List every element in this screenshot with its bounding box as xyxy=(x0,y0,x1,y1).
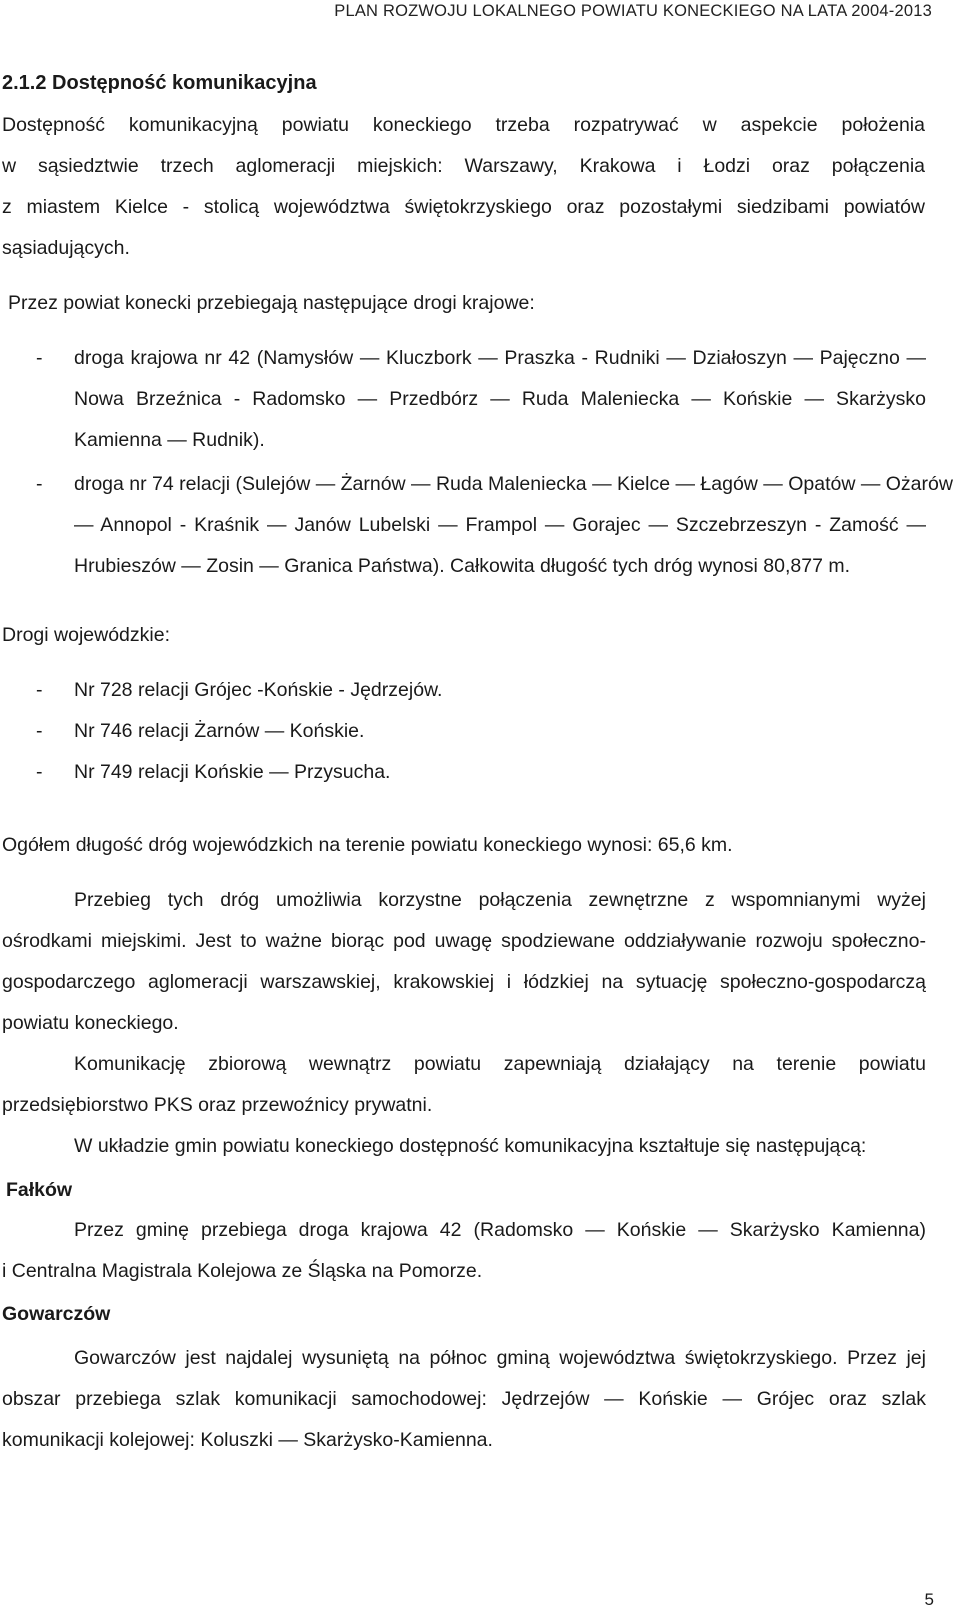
intro-line: sąsiadujących. xyxy=(2,237,130,259)
road-line: Nr 728 relacji Grójec -Końskie - Jędrzejów. xyxy=(74,679,443,701)
intro-line: z miastem Kielce - stolicą województwa świętokrzyskiego oraz pozostałymi siedzibami powiatów xyxy=(2,196,925,218)
paragraph-line: komunikacji kolejowej: Koluszki — Skarżysko-Kamienna. xyxy=(2,1429,493,1451)
paragraph-line: Przez gminę przebiega droga krajowa 42 (Radomsko — Końskie — Skarżysko Kamienna) xyxy=(74,1219,926,1241)
list-dash: - xyxy=(36,473,43,495)
national-roads-intro: Przez powiat konecki przebiegają następujące drogi krajowe: xyxy=(8,292,535,314)
list-dash: - xyxy=(36,679,43,701)
paragraph-line: przedsiębiorstwo PKS oraz przewoźnicy prywatni. xyxy=(2,1094,433,1116)
intro-line: Dostępność komunikacyjną powiatu koneckiego trzeba rozpatrywać w aspekcie położenia xyxy=(2,114,925,136)
gmina-heading-falkow: Fałków xyxy=(6,1179,73,1201)
road-line: Hrubieszów — Zosin — Granica Państwa). Całkowita długość tych dróg wynosi 80,877 m. xyxy=(74,555,850,577)
paragraph-line: Gowarczów jest najdalej wysuniętą na północ gminą województwa świętokrzyskiego. Przez jej xyxy=(74,1347,926,1369)
road-line: Nowa Brzeźnica - Radomsko — Przedbórz — Ruda Maleniecka — Końskie — Skarżysko xyxy=(74,388,926,410)
list-dash: - xyxy=(36,347,43,369)
paragraph-line: Komunikację zbiorową wewnątrz powiatu zapewniają działający na terenie powiatu xyxy=(74,1053,926,1075)
total-length-text: Ogółem długość dróg wojewódzkich na terenie powiatu koneckiego wynosi: 65,6 km. xyxy=(2,834,733,856)
paragraph-line: Przebieg tych dróg umożliwia korzystne połączenia zewnętrzne z wspomnianymi wyżej xyxy=(74,889,926,911)
gmina-heading-gowarczow: Gowarczów xyxy=(2,1303,111,1325)
section-heading: 2.1.2 Dostępność komunikacyjna xyxy=(2,72,317,94)
list-dash: - xyxy=(36,761,43,783)
paragraph-line: i Centralna Magistrala Kolejowa ze Śląska na Pomorze. xyxy=(2,1260,483,1282)
road-line: — Annopol - Kraśnik — Janów Lubelski — Frampol — Gorajec — Szczebrzeszyn - Zamość — xyxy=(74,514,926,536)
paragraph-line: ośrodkami miejskimi. Jest to ważne biorąc pod uwagę spodziewane oddziaływanie rozwoju społeczno- xyxy=(2,930,926,952)
gminy-intro: W układzie gmin powiatu koneckiego dostępność komunikacyjna kształtuje się następującą: xyxy=(74,1135,867,1157)
road-line: Nr 746 relacji Żarnów — Końskie. xyxy=(74,720,365,742)
intro-line: w sąsiedztwie trzech aglomeracji miejskich: Warszawy, Krakowa i Łodzi oraz połączenia xyxy=(2,155,925,177)
road-line: Kamienna — Rudnik). xyxy=(74,429,265,451)
paragraph-line: gospodarczego aglomeracji warszawskiej, krakowskiej i łódzkiej na sytuację społeczno-gospodarczą xyxy=(2,971,926,993)
list-dash: - xyxy=(36,720,43,742)
road-line: droga nr 74 relacji (Sulejów — Żarnów — Ruda Maleniecka — Kielce — Łagów — Opatów — Ożarów xyxy=(74,473,953,495)
road-line: droga krajowa nr 42 (Namysłów — Kluczbork — Praszka - Rudniki — Działoszyn — Pajęczno — xyxy=(74,347,926,369)
paragraph-line: obszar przebiega szlak komunikacji samochodowej: Jędrzejów — Końskie — Grójec oraz szlak xyxy=(2,1388,926,1410)
road-line: Nr 749 relacji Końskie — Przysucha. xyxy=(74,761,391,783)
voivodeship-roads-intro: Drogi wojewódzkie: xyxy=(2,624,170,646)
running-header: PLAN ROZWOJU LOKALNEGO POWIATU KONECKIEGO NA LATA 2004-2013 xyxy=(334,2,932,20)
paragraph-line: powiatu koneckiego. xyxy=(2,1012,179,1034)
page-number: 5 xyxy=(924,1590,934,1609)
